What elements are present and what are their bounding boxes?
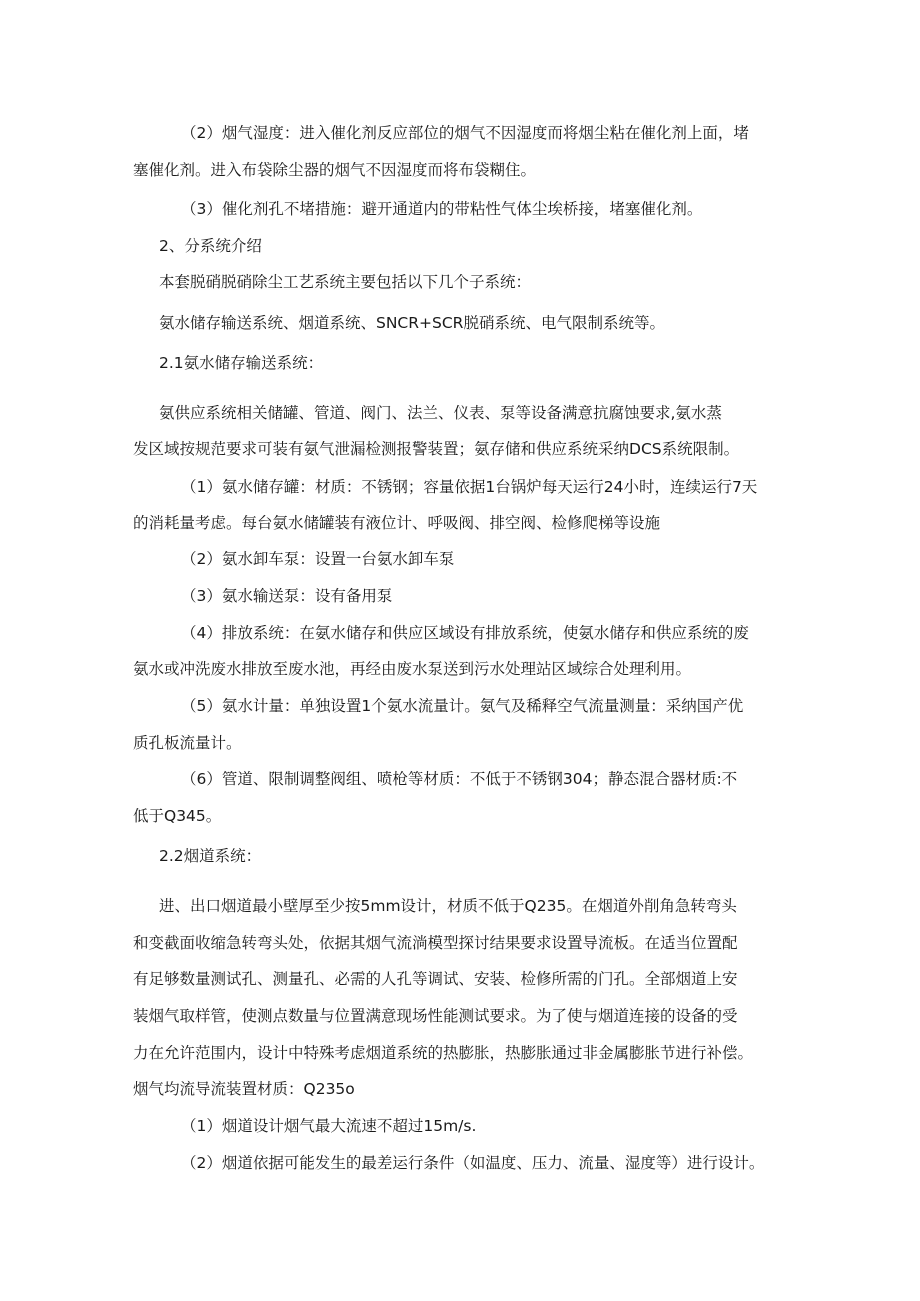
paragraph-line: 氨供应系统相关储罐、管道、阀门、法兰、仪表、泵等设备满意抗腐蚀要求,氨水蒸 bbox=[159, 404, 722, 422]
paragraph-line: 本套脱硝脱硝除尘工艺系统主要包括以下几个子系统： bbox=[159, 273, 532, 291]
paragraph-line: 氨水储存输送系统、烟道系统、SNCR+SCR脱硝系统、电气限制系统等。 bbox=[159, 314, 665, 332]
paragraph-line: （2）烟气湿度：进入催化剂反应部位的烟气不因湿度而将烟尘粘在催化剂上面，堵 bbox=[181, 124, 749, 142]
paragraph-line: （5）氨水计量：单独设置1个氨水流量计。氨气及稀释空气流量测量：采纳国产优 bbox=[181, 697, 744, 715]
paragraph-line: 塞催化剂。进入布袋除尘器的烟气不因湿度而将布袋糊住。 bbox=[133, 161, 537, 179]
paragraph-line: （2）氨水卸车泵：设置一台氨水卸车泵 bbox=[181, 550, 455, 568]
paragraph-line: 和变截面收缩急转弯头处，依据其烟气流淌模型探讨结果要求设置导流板。在适当位置配 bbox=[133, 934, 738, 952]
paragraph-line: 质孔板流量计。 bbox=[133, 734, 242, 752]
paragraph-line: 有足够数量测试孔、测量孔、必需的人孔等调试、安装、检修所需的门孔。全部烟道上安 bbox=[133, 970, 738, 988]
section-heading: 2、分系统介绍 bbox=[159, 237, 262, 255]
paragraph-line: （3）催化剂孔不堵措施：避开通道内的带粘性气体尘埃桥接，堵塞催化剂。 bbox=[181, 200, 703, 218]
paragraph-line: 的消耗量考虑。每台氨水储罐装有液位计、呼吸阀、排空阀、检修爬梯等设施 bbox=[133, 514, 661, 532]
paragraph-line: 低于Q345。 bbox=[133, 807, 222, 825]
paragraph-line: （6）管道、限制调整阀组、喷枪等材质：不低于不锈钢304；静态混合器材质:不 bbox=[181, 770, 738, 788]
section-heading: 2.1氨水储存输送系统： bbox=[159, 354, 324, 372]
paragraph-line: （4）排放系统：在氨水储存和供应区域设有排放系统，使氨水储存和供应系统的废 bbox=[181, 624, 749, 642]
paragraph-line: 力在允许范围内，设计中特殊考虑烟道系统的热膨胀，热膨胀通过非金属膨胀节进行补偿。 bbox=[133, 1044, 754, 1062]
paragraph-line: （2）烟道依据可能发生的最差运行条件（如温度、压力、流量、湿度等）进行设计。 bbox=[181, 1154, 765, 1172]
paragraph-line: 烟气均流导流装置材质：Q235o bbox=[133, 1080, 355, 1098]
paragraph-line: 发区域按规范要求可装有氨气泄漏检测报警装置；氨存储和供应系统采纳DCS系统限制。 bbox=[133, 440, 740, 458]
paragraph-line: 装烟气取样管，使测点数量与位置满意现场性能测试要求。为了使与烟道连接的设备的受 bbox=[133, 1007, 738, 1025]
paragraph-line: 进、出口烟道最小壁厚至少按5mm设计，材质不低于Q235。在烟道外削角急转弯头 bbox=[159, 897, 737, 915]
paragraph-line: 氨水或冲洗废水排放至废水池，再经由废水泵送到污水处理站区域综合处理利用。 bbox=[133, 660, 692, 678]
paragraph-line: （1）烟道设计烟气最大流速不超过15m/s. bbox=[181, 1117, 477, 1135]
paragraph-line: （3）氨水输送泵：设有备用泵 bbox=[181, 587, 393, 605]
paragraph-line: （1）氨水储存罐：材质：不锈钢；容量依据1台锅炉每天运行24小时，连续运行7天 bbox=[181, 478, 758, 496]
section-heading: 2.2烟道系统： bbox=[159, 847, 262, 865]
